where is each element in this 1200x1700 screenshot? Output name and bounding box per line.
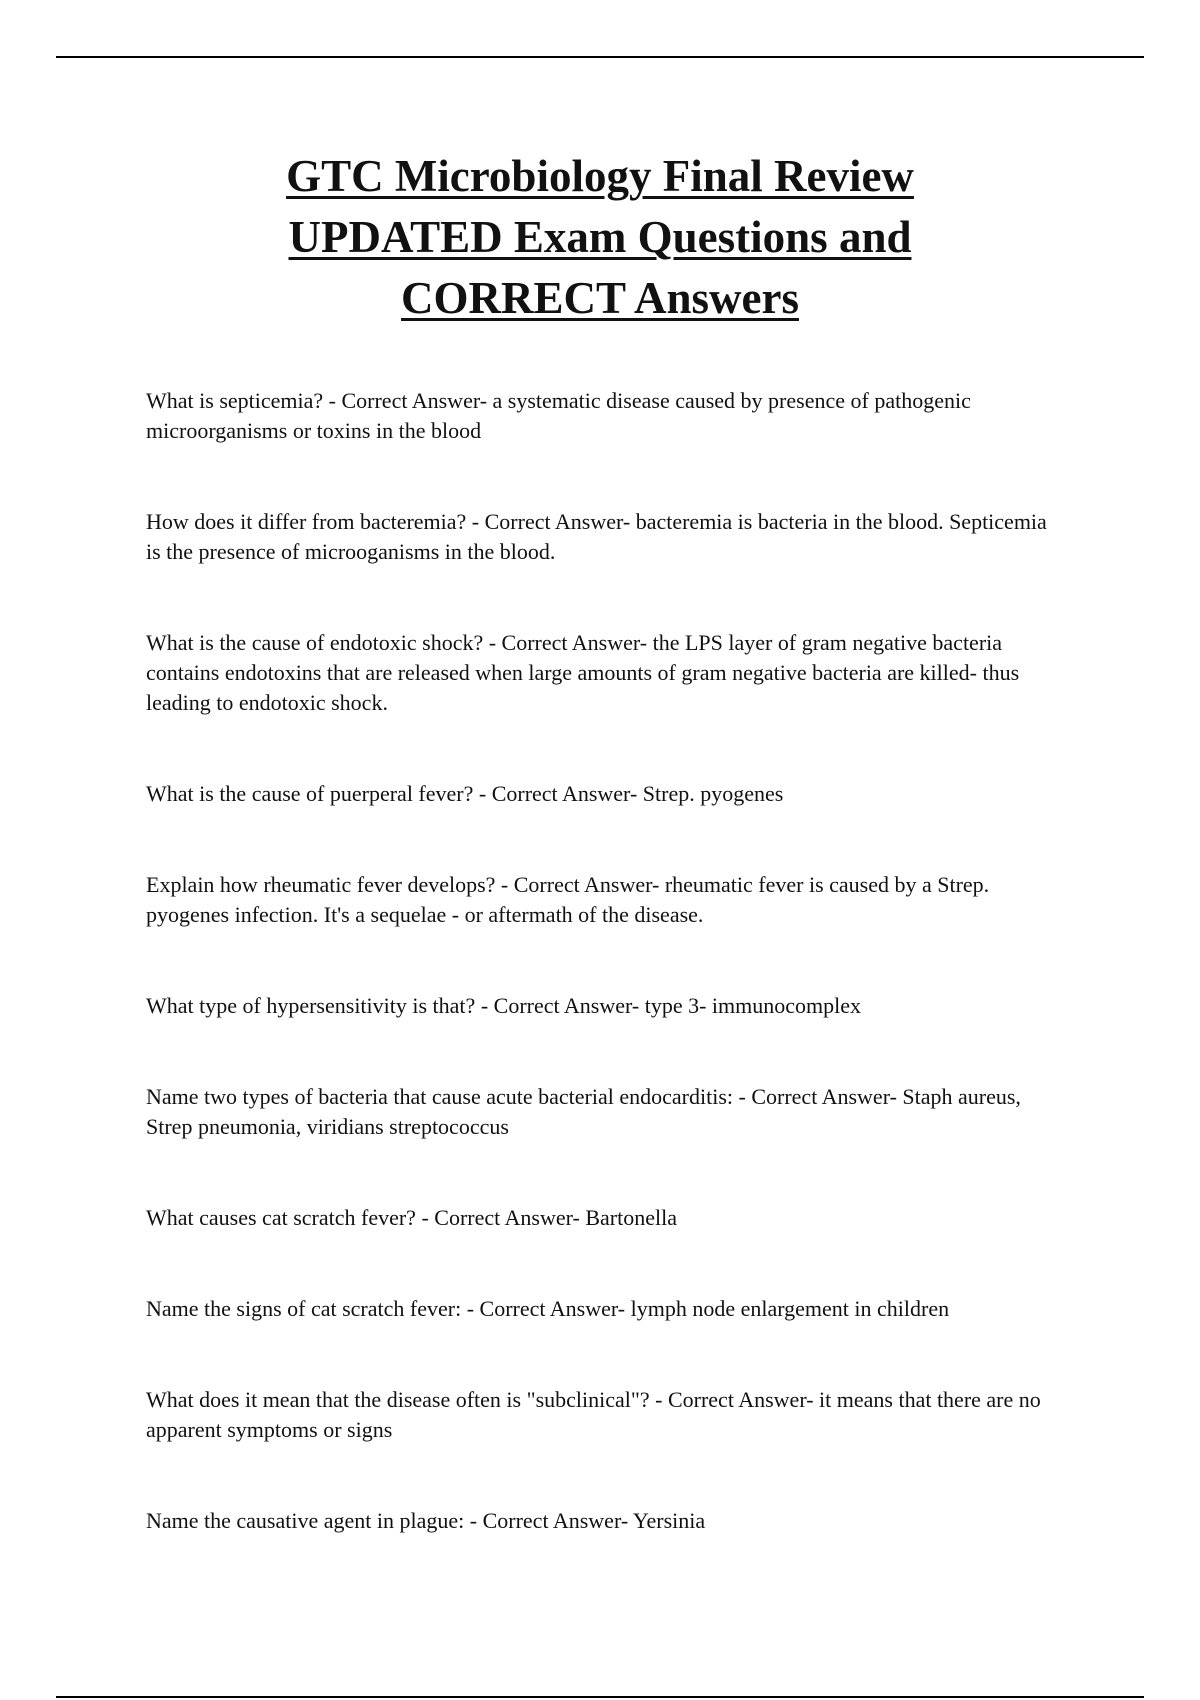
qa-item: What is septicemia? - Correct Answer- a systematic disease caused by presence of pathogenic microorganisms or toxins in the blood — [146, 388, 971, 443]
bottom-divider — [56, 1696, 1144, 1698]
qa-item: How does it differ from bacteremia? - Correct Answer- bacteremia is bacteria in the blood. Septicemia is the presence of microoganisms in the blood. — [146, 509, 1047, 564]
top-divider — [56, 56, 1144, 58]
qa-item: Explain how rheumatic fever develops? - Correct Answer- rheumatic fever is caused by a Strep. pyogenes infection. It's a sequelae - or aftermath of the disease. — [146, 872, 990, 927]
question-answer-list — [146, 386, 1066, 1597]
qa-item: Name the signs of cat scratch fever: - Correct Answer- lymph node enlargement in children — [146, 1296, 950, 1321]
page-title — [150, 146, 1050, 329]
qa-item: What type of hypersensitivity is that? - Correct Answer- type 3- immunocomplex — [146, 993, 861, 1018]
title-line-3: CORRECT Answers — [401, 273, 799, 323]
title-line-2: UPDATED Exam Questions and — [288, 212, 912, 262]
qa-item: What causes cat scratch fever? - Correct Answer- Bartonella — [146, 1205, 677, 1230]
qa-item: What is the cause of puerperal fever? - Correct Answer- Strep. pyogenes — [146, 781, 784, 806]
qa-item: Name two types of bacteria that cause acute bacterial endocarditis: - Correct Answer- Staph aureus, Strep pneumonia, viridians streptococcus — [146, 1084, 1021, 1139]
qa-item: What is the cause of endotoxic shock? - Correct Answer- the LPS layer of gram negative bacteria contains endotoxins that are released when large amounts of gram negative bacteria are killed- thus leading to endotoxic shock. — [146, 630, 1020, 715]
qa-item: What does it mean that the disease often is "subclinical"? - Correct Answer- it means that there are no apparent symptoms or signs — [146, 1387, 1041, 1442]
qa-item: Name the causative agent in plague: - Correct Answer- Yersinia — [146, 1508, 706, 1533]
title-line-1: GTC Microbiology Final Review — [286, 151, 914, 201]
